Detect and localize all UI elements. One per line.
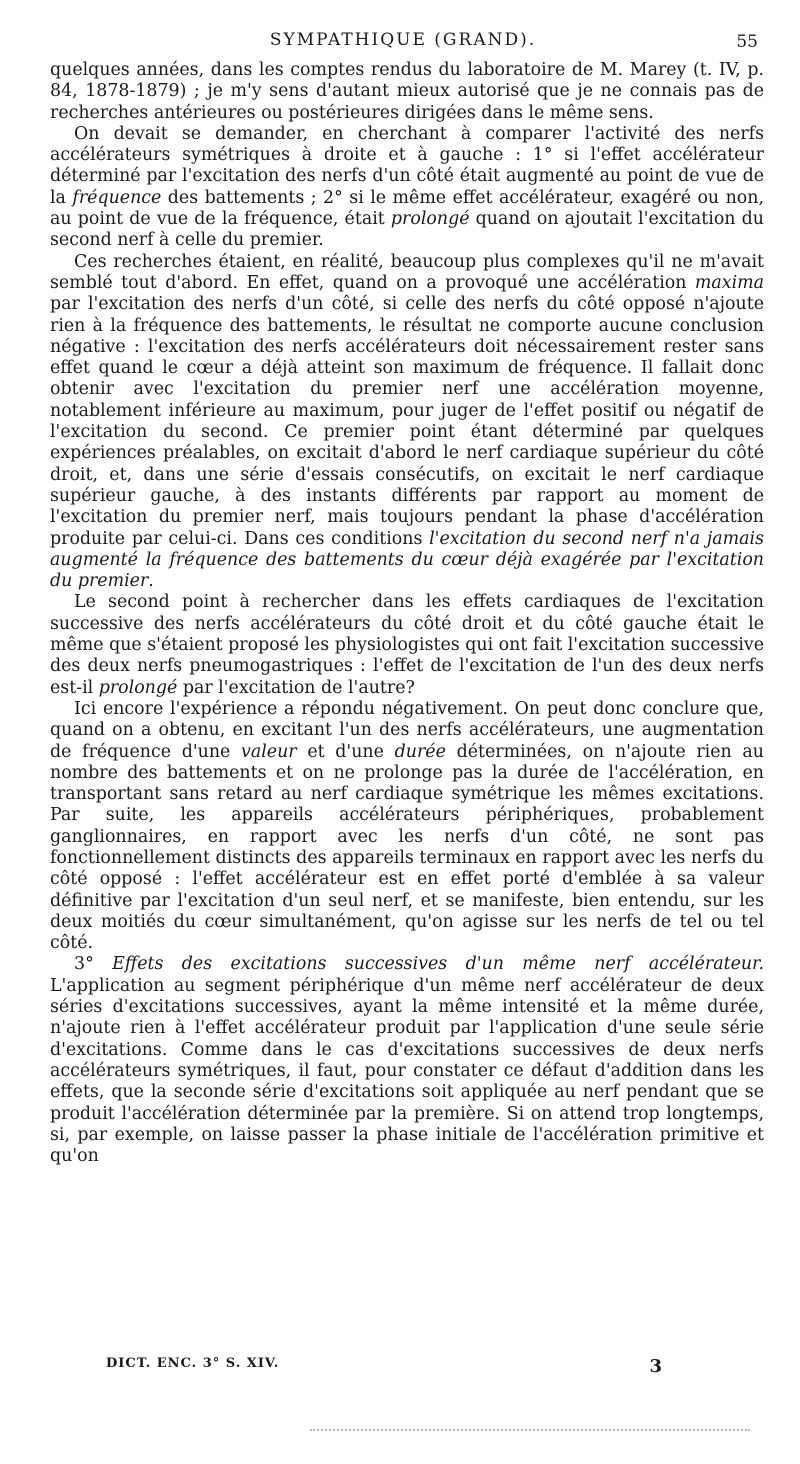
- text-run: L'application au segment périphérique d'un même nerf accélérateur de deux séries d'excitations successives, ayant la même intensité et la même durée, n'ajoute rien à l'effet accélérateur produit par l'application d'une seule série d'excitations. Comme dans le cas d'excitations successives de deux nerfs accélérateurs symétriques, il faut, pour constater ce défaut d'addition dans les effets, que la seconde série d'excitations soit appliquée au nerf pendant que se produit l'accélération déterminée par la première. Si on attend trop longtemps, si, par exemple, on laisse passer la phase initiale de l'accélération primitive et qu'on: [50, 975, 764, 1167]
- signature-line: DICT. ENC. 3° S. XIV.: [106, 1356, 280, 1371]
- text-run: Le second point à rechercher dans les effets cardiaques de l'excitation successive des nerfs accélérateurs du côté droit et du côté gauche était le même que s'étaient proposé les physiologistes qui ont fait l'excitation successive des deux nerfs pneumogastriques : l'effet de l'excitation de l'un des deux nerfs est-il: [50, 592, 765, 698]
- italic-text-run: fréquence: [72, 187, 162, 208]
- text-run: par l'excitation de l'autre?: [177, 677, 415, 698]
- bottom-dotted-rule: [310, 1425, 750, 1431]
- paragraph: [50, 60, 764, 124]
- text-run: déterminées, on n'ajoute rien au nombre des battements et on ne prolonge pas la durée de l'accélération, en transportant sans retard au nerf cardiaque symétrique les mêmes excitations. Par suite, les appareils accélérateurs périphériques, probablement ganglionnaires, en rapport avec les nerfs d'un côté, ne sont pas fonctionnellement distincts des appareils terminaux en rapport avec les nerfs du côté opposé : l'effet accélérateur est en effet porté d'emblée à sa valeur définitive par l'excitation d'un seul nerf, et se manifeste, bien entendu, sur les deux moitiés du cœur simultanément, qu'on agisse sur les nerfs de tel ou tel côté.: [50, 741, 764, 954]
- italic-text-run: l'excitation du second nerf n'a jamais augmenté la fréquence des battements du cœur déjà exagérée par l'excitation du premier: [50, 528, 764, 592]
- page-footer: [106, 1356, 662, 1386]
- text-run: On devait se demander, en cherchant à comparer l'activité des nerfs accélérateurs symétriques à droite et à gauche : 1° si l'effet accélérateur déterminé par l'excitation des nerfs d'un côté était augmenté au point de vue de la: [50, 123, 764, 208]
- text-run: 3°: [74, 954, 113, 975]
- page-number: 55: [736, 32, 758, 52]
- running-title: SYMPATHIQUE (GRAND).: [269, 30, 537, 50]
- text-run: .: [148, 571, 154, 592]
- signature-mark: 3: [649, 1356, 662, 1377]
- text-run: Ici encore l'expérience a répondu négativement. On peut donc conclure que, quand on a obtenu, en excitant l'un des nerfs accélérateurs, une augmentation de fréquence d'une: [50, 698, 764, 762]
- text-run: quand on ajoutait l'excitation du second nerf à celle du premier.: [50, 209, 764, 251]
- text-run: des battements ; 2° si le même effet accélérateur, exagéré ou non, au point de vue de la fréquence, était: [50, 187, 764, 230]
- body-text: [50, 60, 764, 1167]
- text-run: et d'une: [296, 741, 395, 762]
- text-run: Ces recherches étaient, en réalité, beaucoup plus complexes qu'il ne m'avait semblé tout d'abord. En effet, quand on a provoqué une accélération: [50, 251, 764, 293]
- paragraph: [50, 954, 764, 1167]
- paragraph: [50, 124, 764, 252]
- text-run: par l'excitation des nerfs d'un côté, si celle des nerfs du côté opposé n'ajoute rien à la fréquence des battements, le résultat ne comporte aucune conclusion négative : l'excitation des nerfs accélérateurs doit nécessairement rester sans effet quand le cœur a déjà atteint son maximum de fréquence. Il fallait donc obtenir avec l'excitation du premier nerf une accélération moyenne, notablement inférieure au maximum, pour juger de l'effet positif ou négatif de l'excitation du second. Ce premier point étant déterminé par quelques expériences préalables, on excitait d'abord le nerf cardiaque supérieur du côté droit, et, dans une série d'essais consécutifs, on excitait le nerf cardiaque supérieur gauche, à des instants différents par rapport au moment de l'excitation du premier nerf, mais toujours pendant la phase d'accélération produite par celui-ci. Dans ces conditions: [50, 294, 764, 549]
- italic-text-run: valeur: [241, 741, 297, 762]
- text-run: quelques années, dans les comptes rendus du laboratoire de M. Marey (t. IV, p. 84, 1878-1879) ; je m'y sens d'autant mieux autorisé que je ne connais pas de recherches antérieures ou postérieures dirigées dans le même sens.: [50, 60, 764, 123]
- italic-text-run: prolongé: [98, 677, 178, 698]
- paragraph: [50, 592, 764, 698]
- italic-text-run: Effets des excitations successives d'un même nerf accélérateur.: [112, 954, 764, 975]
- italic-text-run: maxima: [694, 272, 764, 293]
- paragraph: [50, 252, 764, 593]
- italic-text-run: durée: [394, 741, 446, 762]
- italic-text-run: prolongé: [390, 209, 470, 230]
- page-header: [48, 30, 758, 54]
- paragraph: [50, 699, 764, 955]
